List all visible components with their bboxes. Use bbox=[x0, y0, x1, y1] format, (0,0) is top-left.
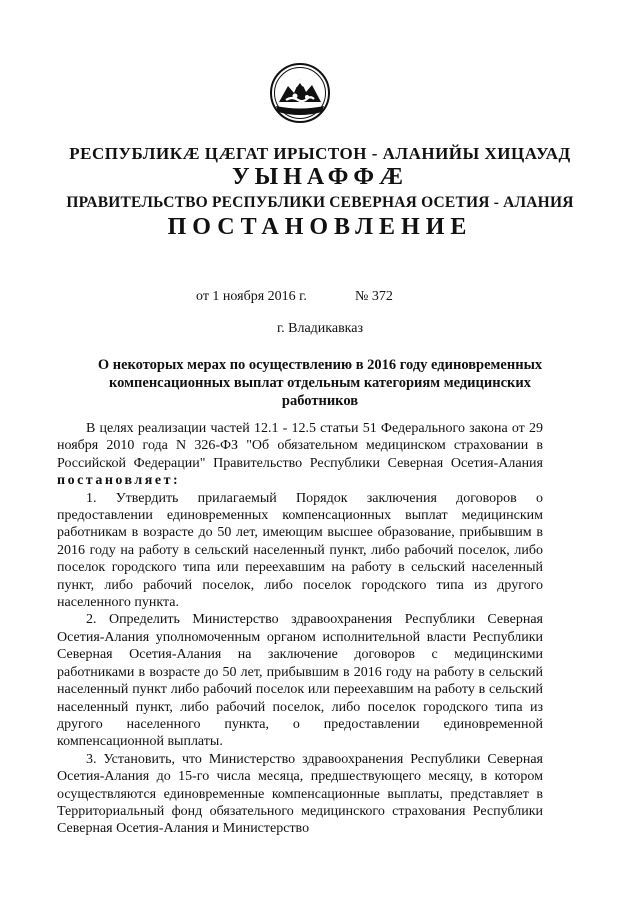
russian-government-name: ПРАВИТЕЛЬСТВО РЕСПУБЛИКИ СЕВЕРНАЯ ОСЕТИЯ - АЛАНИЯ bbox=[66, 194, 574, 211]
preamble-text: В целях реализации частей 12.1 - 12.5 статьи 51 Федерального закона от 29 ноября 2010 года N 326-ФЗ "Об обязательном медицинском страховании в Российской Федерации" Правительство Республики Северная Осетия-Алания bbox=[57, 421, 543, 471]
paragraph-2: 2. Определить Министерство здравоохранения Республики Северная Осетия-Алания уполномоченным органом исполнительной власти Республики Северная Осетия-Алания на заключение договоров с медицинскими работниками в возрасте до 50 лет, прибывшим в 2016 году на работу в сельский населенный пункт либо рабочий поселок или переехавшим на работу в сельский населенный пункт, либо рабочий поселок, либо поселок городского типа из другого населенного пункта, о предоставлении единовременной компенсационной выплаты. bbox=[57, 612, 543, 750]
preamble-paragraph bbox=[57, 420, 543, 490]
coat-of-arms-emblem bbox=[270, 62, 330, 124]
resolves-keyword: постановляет: bbox=[57, 473, 181, 489]
document-date: от 1 ноября 2016 г. bbox=[196, 289, 307, 304]
document-type: ПОСТАНОВЛЕНИЕ bbox=[167, 214, 473, 240]
document-title: О некоторых мерах по осуществлению в 2016 году единовременных компенсационных выплат отдельным категориям медицинских работников bbox=[97, 357, 543, 409]
paragraph-3: 3. Установить, что Министерство здравоохранения Республики Северная Осетия-Алания до 15-го числа месяца, предшествующего месяцу, в котором осуществляются единовременные компенсационные выплаты, представляет в Территориальный фонд обязательного медицинского страхования Республики Северная Осетия-Алания и Министерство bbox=[57, 751, 543, 837]
document-city: г. Владикавказ bbox=[276, 321, 364, 336]
ossetian-document-type: УЫНАФФÆ bbox=[232, 164, 408, 190]
document-body bbox=[57, 420, 543, 838]
document-number: № 372 bbox=[355, 289, 393, 304]
paragraph-1: 1. Утвердить прилагаемый Порядок заключения договоров о предоставлении единовременных компенсационных выплат медицинским работникам в возрасте до 50 лет, имеющим высшее образование, прибывшим в 2016 году на работу в сельский населенный пункт, либо рабочий поселок, либо поселок городского типа или переехавшим на работу в сельский населенный пункт, либо рабочий поселок, либо поселок городского типа из другого населенного пункта. bbox=[57, 490, 543, 611]
ossetian-government-name: РЕСПУБЛИКÆ ЦÆГАТ ИРЫСТОН - АЛАНИЙЫ ХИЦАУАД bbox=[69, 144, 571, 163]
